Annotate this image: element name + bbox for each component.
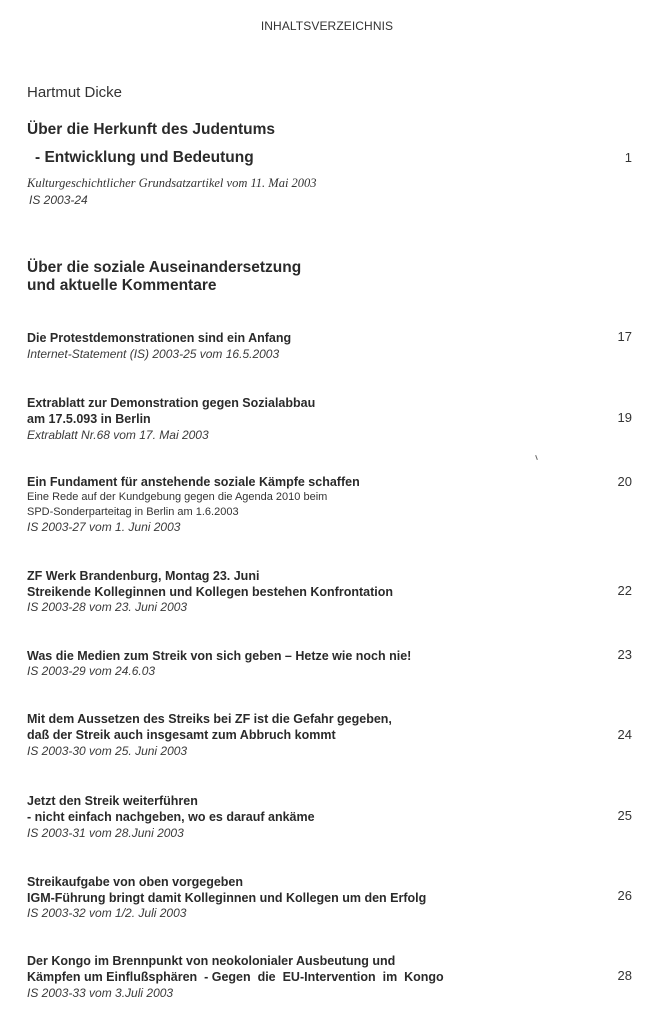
author-name: Hartmut Dicke: [27, 84, 123, 101]
entry-description: SPD-Sonderparteitag in Berlin am 1.6.2003: [27, 506, 239, 518]
part1-subtitle: Kulturgeschichtlicher Grundsatzartikel vom 11. Mai 2003: [27, 176, 317, 190]
entry-page-number: 26: [617, 888, 632, 903]
entry-ref: IS 2003-33 vom 3.Juli 2003: [27, 986, 174, 1000]
entry-title: ZF Werk Brandenburg, Montag 23. Juni: [27, 569, 260, 583]
entry-page-number: 24: [617, 727, 632, 742]
entry-title: Was die Medien zum Streik von sich geben – Hetze wie noch nie!: [27, 649, 412, 663]
entry-title: Jetzt den Streik weiterführen: [27, 794, 198, 808]
part1-title-line1: Über die Herkunft des Judentums: [27, 121, 276, 138]
entry-ref: Extrablatt Nr.68 vom 17. Mai 2003: [27, 428, 209, 442]
entry-title: Extrablatt zur Demonstration gegen Sozialabbau: [27, 396, 316, 410]
entry-description: Eine Rede auf der Kundgebung gegen die Agenda 2010 beim: [27, 491, 328, 503]
entry-ref: IS 2003-31 vom 28.Juni 2003: [27, 826, 184, 840]
part1-title-line2: - Entwicklung und Bedeutung: [35, 149, 254, 166]
entry-ref: IS 2003-27 vom 1. Juni 2003: [27, 520, 181, 534]
entry-title: Streikende Kolleginnen und Kollegen bestehen Konfrontation: [27, 585, 393, 599]
part1-page-number: 1: [624, 150, 632, 165]
entry-page-number: 28: [617, 968, 632, 983]
entry-ref: IS 2003-28 vom 23. Juni 2003: [27, 600, 188, 614]
entry-page-number: 20: [617, 474, 632, 489]
scan-speck: [535, 455, 538, 460]
entry-ref: IS 2003-32 vom 1/2. Juli 2003: [27, 906, 187, 920]
entry-page-number: 25: [617, 808, 632, 823]
part1-ref: IS 2003-24: [29, 193, 88, 207]
entry-title: Die Protestdemonstrationen sind ein Anfang: [27, 331, 292, 345]
entry-page-number: 17: [617, 329, 632, 344]
entry-title: Streikaufgabe von oben vorgegeben: [27, 875, 244, 889]
entry-page-number: 19: [617, 410, 632, 425]
entry-title: IGM-Führung bringt damit Kolleginnen und Kollegen um den Erfolg: [27, 891, 427, 905]
entry-title: Der Kongo im Brennpunkt von neokolonialer Ausbeutung und: [27, 954, 396, 968]
entry-title: Kämpfen um Einflußsphären - Gegen die EU-Intervention im Kongo: [27, 970, 444, 984]
entry-title: Mit dem Aussetzen des Streiks bei ZF ist die Gefahr gegeben,: [27, 712, 392, 726]
entry-title: - nicht einfach nachgeben, wo es darauf ankäme: [27, 810, 315, 824]
entry-ref: Internet-Statement (IS) 2003-25 vom 16.5.2003: [27, 347, 280, 361]
entry-title: Ein Fundament für anstehende soziale Kämpfe schaffen: [27, 475, 360, 489]
entry-ref: IS 2003-30 vom 25. Juni 2003: [27, 744, 188, 758]
part2-title-line2: und aktuelle Kommentare: [27, 277, 217, 294]
page-title: INHALTSVERZEICHNIS: [260, 19, 394, 33]
entry-ref: IS 2003-29 vom 24.6.03: [27, 664, 156, 678]
entry-page-number: 23: [617, 647, 632, 662]
entry-title: am 17.5.093 in Berlin: [27, 412, 151, 426]
entry-page-number: 22: [617, 583, 632, 598]
part2-title-line1: Über die soziale Auseinandersetzung: [27, 259, 302, 276]
entry-title: daß der Streik auch insgesamt zum Abbruch kommt: [27, 728, 336, 742]
